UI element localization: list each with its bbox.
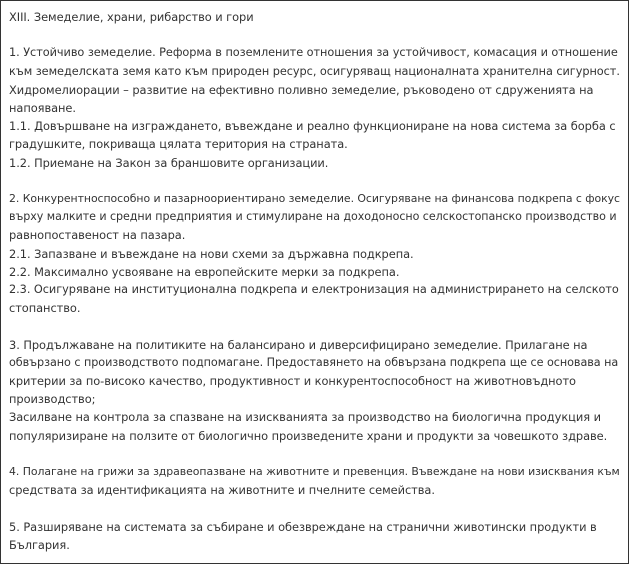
text-line: напояване. [9,101,76,115]
text-line: 2.2. Максимално усвояване на европейските мерки за подкрепа. [9,264,400,279]
text-line: 1. Устойчиво земеделие. Реформа в поземлените отношения за устойчивост, комасация и отношение [9,46,618,60]
section-2 [9,190,620,317]
section-1 [9,44,620,171]
text-line: Хидромелиорации – развитие на ефективно поливно земеделие, ръководено от сдруженията на [9,82,594,97]
text-line: критерии за по-високо качество, продуктивност и конкурентоспособност на животновъдното [9,374,576,389]
text-line: равнопоставеност на пазара. [9,228,186,243]
text-line: 2.3. Осигуряване на институционална подкрепа и електронизация на администрирането на селското [9,283,619,297]
text-line: 4. Полагане на грижи за здравеопазване на животните и превенция. Въвеждане на нови изисквания към [9,465,620,479]
paragraph-gap [9,445,620,463]
paragraph-gap [9,499,620,517]
text-line: Засилване на контрола за спазване на изискванията за производство на биологична продукция и [9,410,601,425]
section-5 [9,518,620,554]
text-line: средствата за идентификацията на животните и пчелните семейства. [9,483,435,498]
section-heading: XIII. Земеделие, храни, рибарство и гори [9,10,254,24]
text-line: 2. Конкурентноспособно и пазарноориентирано земеделие. Осигуряване на финансова подкрепа с фокус [9,192,620,205]
text-line: производство; [9,392,96,407]
paragraph-gap [9,26,620,44]
text-line: обвързано с производството подпомагане. Предоставянето на обвързана подкрепа ще се основава на [9,355,619,369]
section-4 [9,463,620,499]
text-line: върху малките и средни предприятия и стимулиране на доходоносно селскостопанско производство и [9,210,617,224]
text-line: 5. Разширяване на системата за събиране и обезвреждане на странични животински продукти в [9,519,597,534]
text-line: 2.1. Запазване и въвеждане на нови схеми за държавна подкрепа. [9,246,414,261]
paragraph-gap [9,172,620,190]
paragraph-gap [9,317,620,335]
text-line: 1.1. Довършване на изграждането, въвеждане и реално функциониране на нова система за борба с [9,119,616,134]
text-line: към земеделската земя като към природен ресурс, осигуряващ националната хранителна сигурност. [9,64,620,78]
text-line: България. [9,537,70,552]
text-line: популяризиране на ползите от биологично произведените храни и продукти за човешкото здраве. [9,428,608,443]
text-line: стопанство. [9,301,81,316]
section-3 [9,336,620,445]
text-line: градушките, покриваща цялата територия на страната. [9,137,348,152]
text-line: 3. Продължаване на политиките на балансирано и диверсифицирано земеделие. Прилагане на [9,337,588,352]
text-line: 1.2. Приемане на Закон за браншовите организации. [9,155,329,170]
